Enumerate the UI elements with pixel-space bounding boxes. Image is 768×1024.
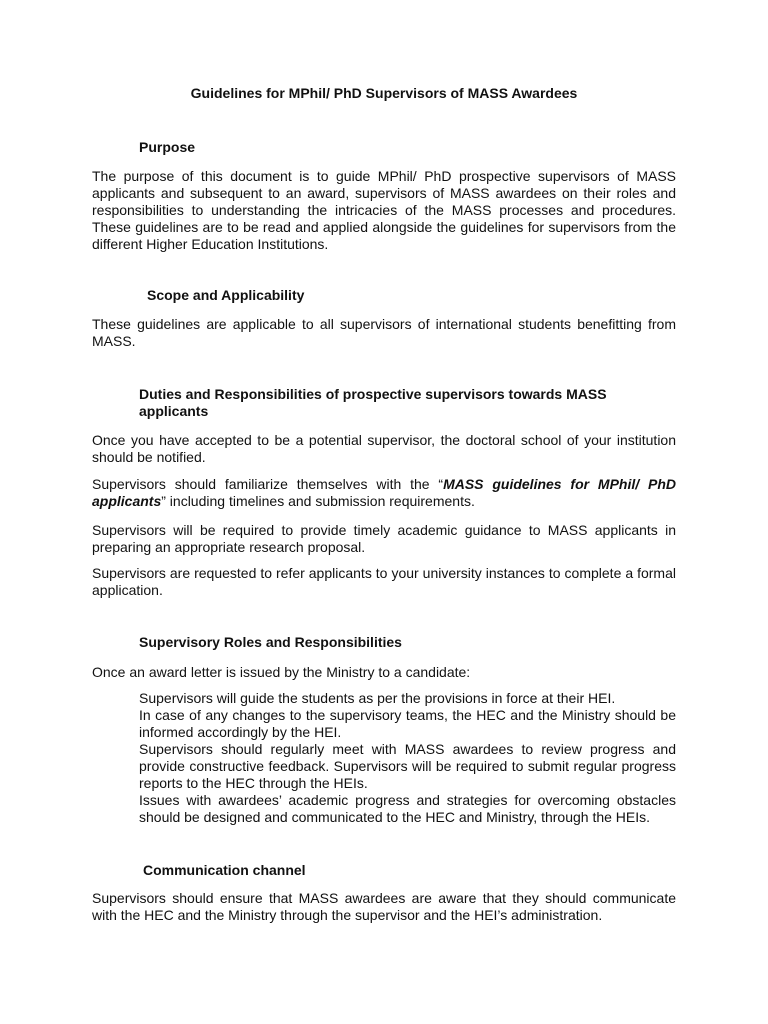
duties-heading: Duties and Responsibilities of prospective supervisors towards MASS applicants	[139, 386, 607, 419]
communication-heading: Communication channel	[143, 862, 306, 878]
duties-paragraph-3: Supervisors will be required to provide timely academic guidance to MASS applicants in preparing an appropriate research proposal.	[92, 522, 676, 555]
duties-paragraph-4: Supervisors are requested to refer applicants to your university instances to complete a formal application.	[92, 565, 676, 598]
scope-text: These guidelines are applicable to all supervisors of international students benefitting from MASS.	[92, 316, 676, 349]
duties-paragraph-2	[92, 476, 676, 510]
list-item-text: In case of any changes to the supervisory teams, the HEC and the Ministry should be informed accordingly by the HEI.	[139, 707, 676, 740]
document-title: Guidelines for MPhil/ PhD Supervisors of MASS Awardees	[190, 85, 578, 101]
purpose-heading: Purpose	[139, 139, 196, 155]
communication-text: Supervisors should ensure that MASS awardees are aware that they should communicate with the HEC and the Ministry through the supervisor and the HEI’s administration.	[92, 890, 676, 923]
guidelines-reference: MASS guidelines for MPhil/ PhD applicants	[92, 476, 676, 509]
duties-paragraph-1: Once you have accepted to be a potential supervisor, the doctoral school of your institution should be notified.	[92, 432, 676, 465]
list-item	[139, 690, 676, 826]
roles-intro: Once an award letter is issued by the Ministry to a candidate:	[92, 664, 471, 680]
list-item-text: Supervisors should regularly meet with MASS awardees to review progress and provide constructive feedback. Supervisors will be required to submit regular progress reports to the HEC through the HEIs.	[139, 741, 676, 791]
scope-heading: Scope and Applicability	[147, 287, 305, 303]
roles-heading: Supervisory Roles and Responsibilities	[139, 634, 402, 650]
duties-p2-post: ” including timelines and submission requirements.	[161, 493, 475, 509]
duties-p2-pre: Supervisors should familiarize themselves with the “	[92, 476, 444, 492]
purpose-text: The purpose of this document is to guide MPhil/ PhD prospective supervisors of MASS applicants and subsequent to an award, supervisors of MASS awardees on their roles and responsibilities to understanding the intricacies of the MASS processes and procedures. These guidelines are to be read and applied alongside the guidelines for supervisors from the different Higher Education Institutions.	[92, 168, 676, 252]
list-item-text: Issues with awardees’ academic progress and strategies for overcoming obstacles should be designed and communicated to the HEC and Ministry, through the HEIs.	[139, 792, 676, 825]
list-item-text: Supervisors will guide the students as per the provisions in force at their HEI.	[139, 690, 616, 706]
